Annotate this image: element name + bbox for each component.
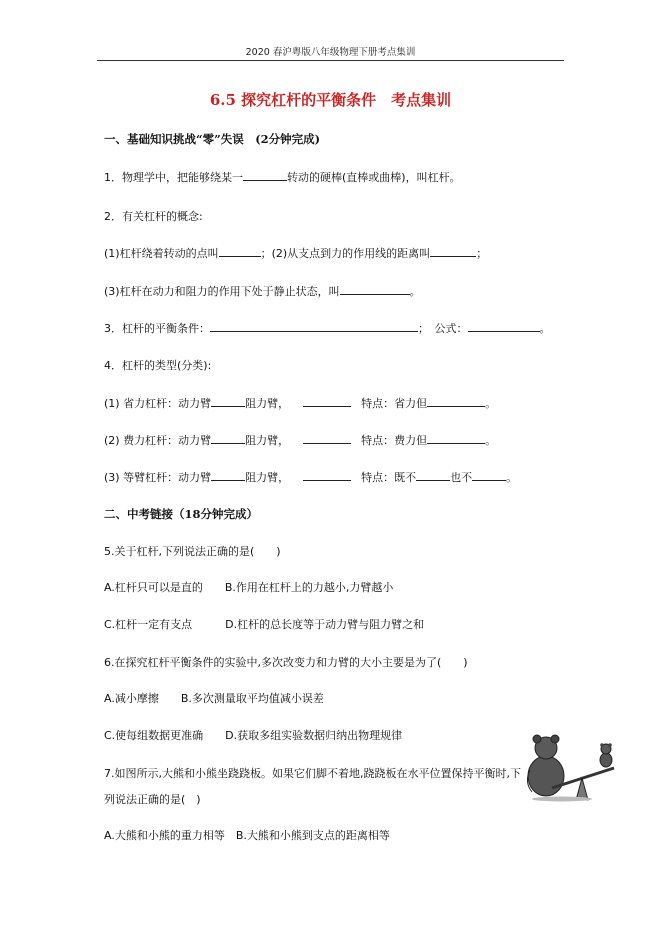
answer-blank[interactable] xyxy=(427,432,485,444)
question-5-options-ab: A.杠杆只可以是直的 B.作用在杠杆上的力越小,力臂越小 xyxy=(104,581,394,594)
q4-2-text-c: 特点：费力但 xyxy=(361,434,428,447)
question-3-text-b: ； 公式： xyxy=(418,322,468,335)
q4-3-text-e: 。 xyxy=(506,471,518,484)
question-5: 5.关于杠杆,下列说法正确的是( ) xyxy=(104,545,281,558)
q4-3-text-b: 阻力臂， xyxy=(245,471,290,484)
question-4-part-1 xyxy=(104,395,496,411)
small-bear-ear xyxy=(600,743,604,747)
answer-blank[interactable] xyxy=(430,245,476,257)
q4-1-text-b: 阻力臂， xyxy=(245,397,290,410)
question-2-1-text-b: ；(2)从支点到力的作用线的距离叫 xyxy=(260,247,431,260)
page-header: 2020 春沪粤版八年级物理下册考点集训 xyxy=(245,47,416,58)
question-7-line-2: 列说法正确的是( ) xyxy=(104,793,201,806)
page-title: 6.5 探究杠杆的平衡条件 考点集训 xyxy=(209,91,452,109)
q4-3-text-a: (3) 等臂杠杆：动力臂 xyxy=(104,471,212,484)
answer-blank[interactable] xyxy=(303,432,351,444)
question-1 xyxy=(104,169,461,185)
question-3-text-a: 3．杠杆的平衡条件： xyxy=(104,322,210,335)
answer-blank[interactable] xyxy=(468,320,540,332)
q4-1-text-a: (1) 省力杠杆：动力臂 xyxy=(104,397,212,410)
question-2-part-3 xyxy=(104,283,421,299)
question-7-options-ab: A.大熊和小熊的重力相等 B.大熊和小熊到支点的距离相等 xyxy=(104,829,390,842)
question-6-options-cd: C.使每组数据更准确 D.获取多组实验数据归纳出物理规律 xyxy=(104,729,403,742)
ground-shadow xyxy=(532,797,592,802)
section-1-heading: 一、基础知识挑战“零”失误 (2分钟完成) xyxy=(104,132,321,146)
q4-2-text-b: 阻力臂， xyxy=(245,434,290,447)
question-6: 6.在探究杠杆平衡条件的实验中,多次改变力和力臂的大小主要是为了( ) xyxy=(104,656,468,669)
question-7-line-1: 7.如图所示,大熊和小熊坐跷跷板。如果它们脚不着地,跷跷板在水平位置保持平衡时,下 xyxy=(104,767,521,780)
answer-blank[interactable] xyxy=(211,395,245,407)
question-1-text-a: 1．物理学中，把能够绕某一 xyxy=(104,171,243,184)
answer-blank[interactable] xyxy=(340,283,410,295)
answer-blank[interactable] xyxy=(416,469,450,481)
q4-3-text-d: 也不 xyxy=(450,471,473,484)
question-2: 2．有关杠杆的概念: xyxy=(104,210,203,223)
seesaw-pivot xyxy=(576,778,588,800)
question-4-part-2 xyxy=(104,432,496,448)
answer-blank[interactable] xyxy=(303,395,351,407)
header-rule xyxy=(97,60,564,61)
answer-blank[interactable] xyxy=(211,469,245,481)
question-3-text-c: 。 xyxy=(539,322,551,335)
answer-blank[interactable] xyxy=(219,245,261,257)
question-5-options-cd: C.杠杆一定有支点 D.杠杆的总长度等于动力臂与阻力臂之和 xyxy=(104,618,425,631)
section-2-heading: 二、中考链接（18分钟完成） xyxy=(104,507,259,521)
question-4-part-3 xyxy=(104,469,517,485)
question-3 xyxy=(104,320,551,336)
answer-blank[interactable] xyxy=(303,469,351,481)
big-bear-body xyxy=(528,756,564,796)
answer-blank[interactable] xyxy=(472,469,506,481)
question-2-3-text-a: (3)杠杆在动力和阻力的作用下处于静止状态，叫 xyxy=(104,285,340,298)
small-bear-body xyxy=(600,753,612,767)
answer-blank[interactable] xyxy=(210,320,418,332)
question-6-options-ab: A.减小摩擦 B.多次测量取平均值减小误差 xyxy=(104,692,324,705)
q4-2-text-a: (2) 费力杠杆：动力臂 xyxy=(104,434,212,447)
small-bear-ear xyxy=(608,743,612,747)
question-2-part-1 xyxy=(104,245,487,261)
answer-blank[interactable] xyxy=(427,395,485,407)
bears-seesaw-drawing xyxy=(522,730,618,802)
question-1-text-b: 转动的硬棒(直棒或曲棒)，叫杠杆。 xyxy=(287,171,461,184)
q4-1-text-d: 。 xyxy=(485,397,497,410)
question-4: 4．杠杆的类型(分类): xyxy=(104,359,212,372)
big-bear-ear xyxy=(551,735,559,743)
answer-blank[interactable] xyxy=(243,169,287,181)
big-bear-ear xyxy=(533,735,541,743)
question-2-1-text-c: ； xyxy=(476,247,488,260)
question-2-1-text-a: (1)杠杆绕着转动的点叫 xyxy=(104,247,219,260)
q4-1-text-c: 特点：省力但 xyxy=(361,397,428,410)
answer-blank[interactable] xyxy=(211,432,245,444)
bears-seesaw-illustration xyxy=(522,730,618,802)
question-2-3-text-b: 。 xyxy=(409,285,421,298)
q4-3-text-c: 特点：既不 xyxy=(361,471,417,484)
q4-2-text-d: 。 xyxy=(485,434,497,447)
